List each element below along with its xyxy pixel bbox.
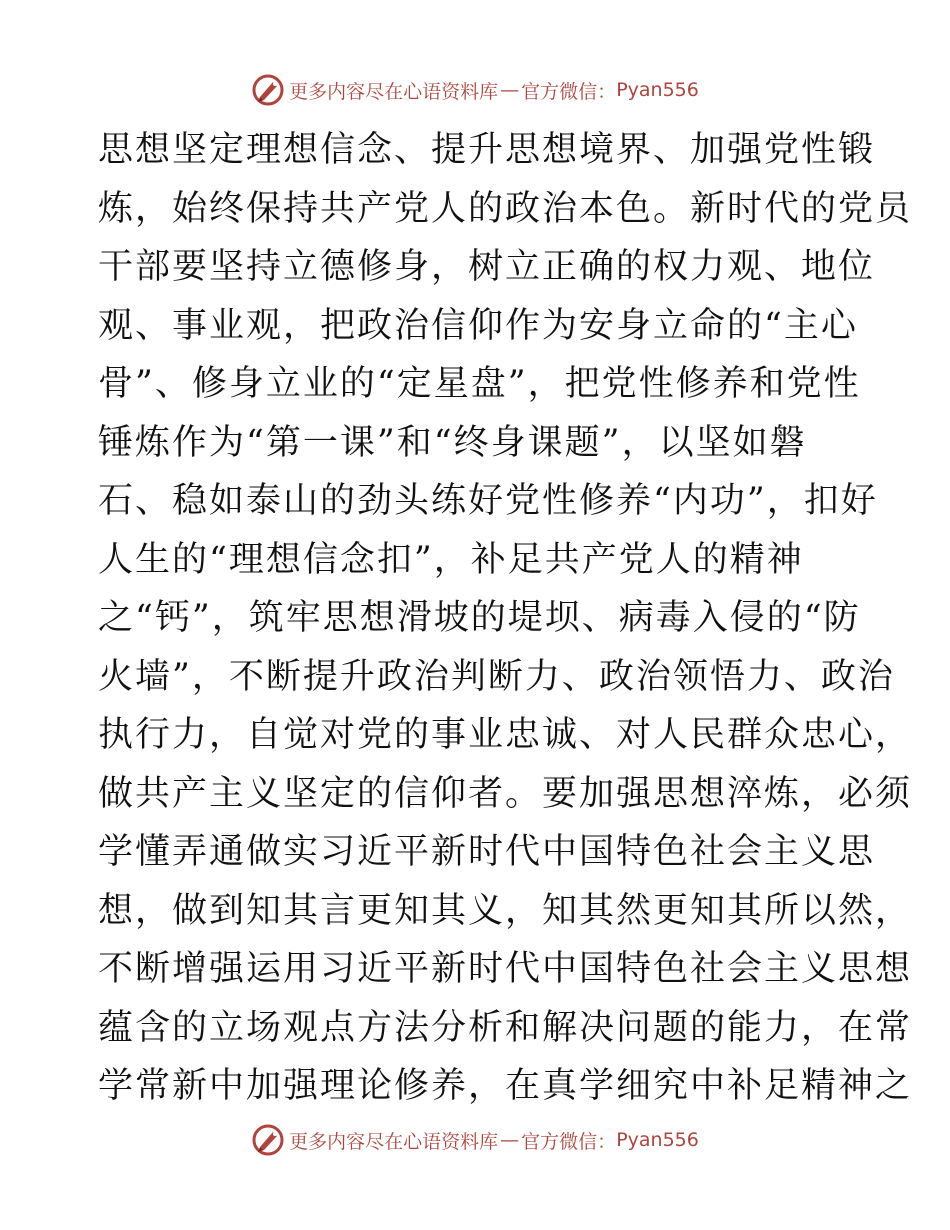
banner-wechat-id: Pyan556 [616,1129,699,1151]
body-line: 学懂弄通做实习近平新时代中国特色社会主义思 [98,832,876,872]
body-line: 之“钙”，筑牢思想滑坡的堤坝、病毒入侵的“防 [98,598,861,638]
body-line: 蕴含的立场观点方法分析和解决问题的能力，在常 [98,1007,913,1048]
body-line: 观、事业观，把政治信仰作为安身立命的“主心 [98,305,858,346]
logo-icon [251,73,285,107]
body-line: 想，做到知其言更知其义，知其然更知其所以然， [98,890,913,931]
banner-wechat-label: 官方微信： [521,1130,617,1153]
banner-separator: — [500,79,520,101]
document-body [98,121,913,1116]
banner-brand-text: 更多内容尽在心语资料库 [289,1130,499,1153]
body-line: 石、稳如泰山的劲头练好党性修养“内功”，扣好 [98,481,878,521]
banner-wechat-id: Pyan556 [616,79,699,101]
banner-brand-text: 更多内容尽在心语资料库 [289,80,499,103]
body-line: 学常新中加强理论修养，在真学细究中补足精神之 [98,1066,913,1106]
header-watermark-banner [0,70,950,110]
banner-separator: — [500,1129,520,1151]
body-line: 执行力，自觉对党的事业忠诚、对人民群众忠心， [98,715,913,755]
body-line: 不断增强运用习近平新时代中国特色社会主义思想 [98,949,913,989]
body-line: 锤炼作为“第一课”和“终身课题”，以坚如磐 [98,422,807,463]
body-line: 干部要坚持立德修身，树立正确的权力观、地位 [98,247,876,287]
body-line: 思想坚定理想信念、提升思想境界、加强党性锻 [98,130,876,170]
body-line: 骨”、修身立业的“定星盘”，把党性修养和党性 [98,364,861,404]
footer-watermark-banner [0,1120,950,1160]
body-line: 火墙”，不断提升政治判断力、政治领悟力、政治 [98,656,895,697]
body-line: 做共产主义坚定的信仰者。要加强思想淬炼，必须 [98,773,913,814]
body-line: 炼，始终保持共产党人的政治本色。新时代的党员 [98,188,913,229]
banner-wechat-label: 官方微信： [521,80,617,103]
logo-icon [251,1123,285,1157]
body-line: 人生的“理想信念扣”，补足共产党人的精神 [98,539,804,580]
